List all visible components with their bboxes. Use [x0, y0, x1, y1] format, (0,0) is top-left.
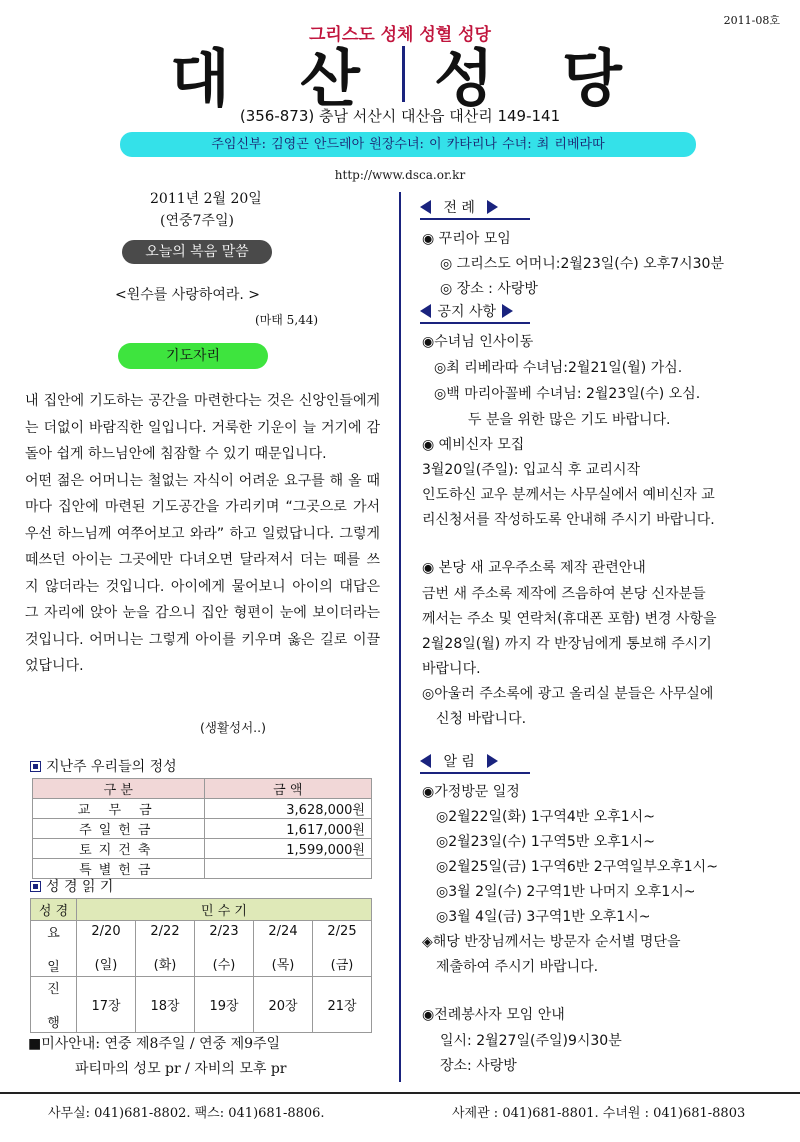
catechumen-date: 3월20일(주일): 입교식 후 교리시작 [422, 462, 641, 478]
catechumen-title: ◉ 예비신자 모집 [422, 437, 525, 453]
home-visit-line: ◎2월25일(금) 1구역6반 2구역일부오후1시~ [436, 859, 718, 875]
liturgical-sunday: (연중7주일) [160, 213, 234, 229]
article-paragraph-2: 어떤 젊은 어머니는 철없는 자식이 어려운 요구를 해 올 때마다 집안에 마련된 기도공간을 가리키며 “그곳으로 가서 우선 하느님께 여쭈어보고 와라” 하고 일렀답니다. 그렇게 떼쓰던 아이는 그곳에만 다녀오면 달라져서 더는 떼를 쓰지 않더라는 것입니다. 아이에게 물어보니 아이의 대답은 그 자리에 앉아 눈을 감으니 집안 형편이 눈에 보이더라는 것입니다. 어머니는 그렇게 아이를 키우며 옳은 길로 이끌었답니다. [25, 472, 380, 674]
directory-text: 바랍니다. [422, 661, 481, 677]
home-visit-line: ◎3월 2일(수) 2구역1반 나머지 오후1시~ [436, 884, 696, 900]
sister-transfer-line: ◎최 리베라따 수녀님:2월21일(월) 가심. [434, 360, 683, 376]
visit-note: 제출하여 주시기 바랍니다. [436, 959, 599, 975]
notice-title: 공지 사항 [437, 304, 496, 320]
table-row [33, 799, 372, 819]
table-row [33, 819, 372, 839]
table-row [31, 977, 372, 1033]
right-arrow-icon [487, 754, 498, 768]
altar-server-time: 일시: 2월27일(주일)9시30분 [440, 1033, 622, 1049]
bible-date: 2/25 (금) [313, 921, 372, 977]
bible-chapter: 17장 [77, 977, 136, 1033]
clergy-banner: 주임신부: 김영곤 안드레아 원장수녀: 이 카타리나 수녀: 최 리베라따 [120, 132, 696, 157]
title-char-2: 산 [300, 42, 360, 115]
column-divider [399, 192, 401, 1082]
bible-day-label: 요 일 [31, 921, 77, 977]
gospel-text: <원수를 사랑하여라. > [115, 287, 261, 303]
title-divider [402, 46, 405, 102]
curia-time: ◎ 그리스도 어머니:2월23일(수) 오후7시30분 [440, 256, 724, 272]
left-arrow-icon [420, 304, 431, 318]
article-source: (생활성서..) [200, 720, 267, 735]
offering-header-amount: 금 액 [204, 779, 371, 799]
altar-server-title: ◉전례봉사자 모임 안내 [422, 1007, 565, 1023]
mass-intention: 파티마의 성모 pr / 자비의 모후 pr [75, 1061, 287, 1077]
title-char-3: 성 [434, 42, 494, 115]
title-char-4: 당 [562, 42, 622, 115]
directory-ad: ◎아울러 주소록에 광고 올리실 분들은 사무실에 [422, 686, 714, 702]
gospel-reference: (마태 5,44) [255, 313, 319, 327]
bible-date: 2/24 (목) [254, 921, 313, 977]
liturgy-header [420, 198, 530, 220]
bible-chapter-label: 진 행 [31, 977, 77, 1033]
prayer-corner-badge: 기도자리 [118, 343, 268, 369]
altar-server-place: 장소: 사랑방 [440, 1058, 517, 1074]
parish-name: 그리스도 성체 성혈 성당 [309, 25, 491, 45]
left-arrow-icon [420, 200, 431, 214]
offering-table [32, 778, 372, 879]
bible-reading-title: 성 경 읽 기 [46, 879, 114, 895]
directory-text: 께서는 주소 및 연락처(휴대폰 포함) 변경 사항을 [422, 611, 717, 627]
issue-number: 2011-08호 [723, 14, 780, 27]
sister-transfer-line: ◎백 마리아꼴베 수녀님: 2월23일(수) 오심. [434, 386, 701, 402]
website-link[interactable]: http://www.dsca.or.kr [334, 168, 466, 182]
offering-category: 교 무 금 [33, 799, 205, 819]
curia-meeting: ◉ 꾸리아 모임 [422, 231, 511, 247]
right-arrow-icon [487, 200, 498, 214]
bible-chapter: 19장 [195, 977, 254, 1033]
table-row [31, 921, 372, 977]
home-visit-line: ◎2월22일(화) 1구역4반 오후1시~ [436, 809, 655, 825]
offering-category: 주일헌금 [33, 819, 205, 839]
offering-header-category: 구 분 [33, 779, 205, 799]
curia-place: ◎ 장소 : 사랑방 [440, 281, 538, 297]
home-visit-line: ◎3월 4일(금) 3구역1반 오후1시~ [436, 909, 651, 925]
church-address: (356-873) 충남 서산시 대산읍 대산리 149-141 [239, 107, 561, 125]
article-paragraph-1: 내 집안에 기도하는 공간을 마련한다는 것은 신앙인들에게는 더없이 바람직한 일입니다. 거룩한 기운이 늘 거기에 감돌아 쉽게 하느님안에 침잠할 수 있기 때문입니다. [25, 393, 380, 462]
bible-header-book: 민 수 기 [77, 899, 372, 921]
bible-date: 2/22 (화) [136, 921, 195, 977]
bible-date: 2/20 (일) [77, 921, 136, 977]
catechumen-text: 인도하신 교우 분께서는 사무실에서 예비신자 교 [422, 487, 715, 503]
sister-transfer-title: ◉수녀님 인사이동 [422, 334, 534, 350]
offering-amount [204, 859, 371, 879]
bible-chapter: 18장 [136, 977, 195, 1033]
notice-header [420, 302, 530, 324]
mass-guide: ■미사안내: 연중 제8주일 / 연중 제9주일 [28, 1036, 281, 1052]
offering-title: 지난주 우리들의 정성 [46, 759, 177, 775]
bible-reading-heading [30, 876, 113, 896]
offering-category: 특별헌금 [33, 859, 205, 879]
square-bullet-icon [30, 881, 41, 892]
bible-chapter: 20장 [254, 977, 313, 1033]
left-arrow-icon [420, 754, 431, 768]
directory-title: ◉ 본당 새 교우주소록 제작 관련안내 [422, 560, 646, 576]
liturgy-title: 전 례 [443, 200, 475, 216]
news-header [420, 752, 530, 774]
square-bullet-icon [30, 761, 41, 772]
prayer-request: 두 분을 위한 많은 기도 바랍니다. [468, 412, 671, 428]
news-title: 알 림 [443, 754, 475, 770]
prayer-corner-article [25, 388, 380, 680]
visit-note: ◈해당 반장님께서는 방문자 순서별 명단을 [422, 934, 681, 950]
directory-text: 2월28일(월) 까지 각 반장님에게 통보해 주시기 [422, 636, 712, 652]
offering-heading [30, 756, 177, 776]
gospel-badge: 오늘의 복음 말씀 [122, 240, 272, 264]
bulletin-date: 2011년 2월 20일 [150, 191, 262, 207]
rectory-contact: 사제관 : 041)681-8801. 수녀원 : 041)681-8803 [452, 1106, 746, 1121]
bible-date: 2/23 (수) [195, 921, 254, 977]
directory-ad: 신청 바랍니다. [436, 711, 527, 727]
bible-chapter: 21장 [313, 977, 372, 1033]
catechumen-text: 리신청서를 작성하도록 안내해 주시기 바랍니다. [422, 512, 715, 528]
directory-text: 금번 새 주소록 제작에 즈음하여 본당 신자분들 [422, 586, 706, 602]
bible-reading-table [30, 898, 372, 1033]
offering-amount: 3,628,000원 [204, 799, 371, 819]
offering-amount: 1,617,000원 [204, 819, 371, 839]
offering-amount: 1,599,000원 [204, 839, 371, 859]
table-row [33, 839, 372, 859]
right-arrow-icon [502, 304, 513, 318]
title-char-1: 대 [170, 42, 230, 115]
bible-header-book-label: 성 경 [31, 899, 77, 921]
offering-category: 토지건축 [33, 839, 205, 859]
office-contact: 사무실: 041)681-8802. 팩스: 041)681-8806. [48, 1106, 325, 1121]
home-visit-line: ◎2월23일(수) 1구역5반 오후1시~ [436, 834, 655, 850]
home-visit-title: ◉가정방문 일정 [422, 784, 520, 800]
